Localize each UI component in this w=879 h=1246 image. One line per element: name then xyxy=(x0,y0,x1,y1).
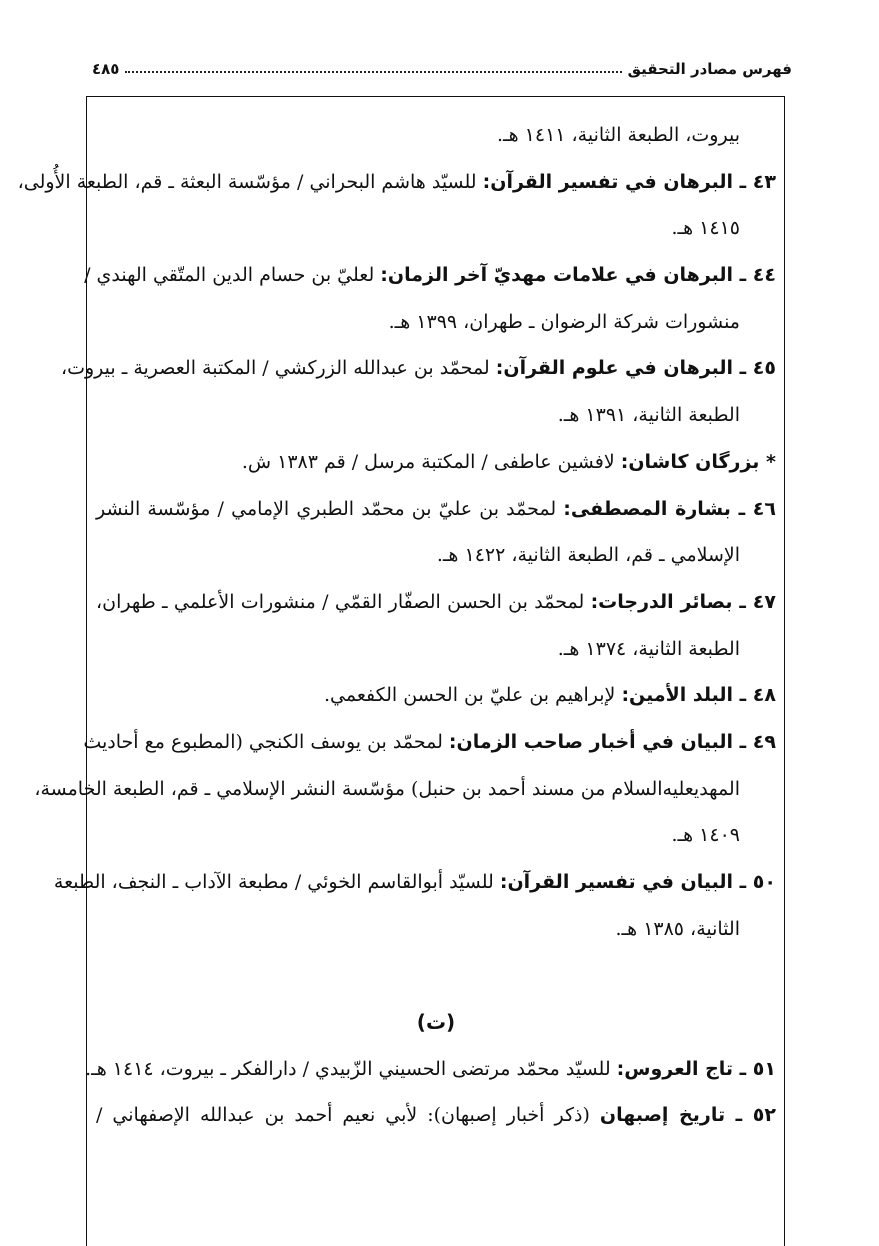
entry-text: للسيّد محمّد مرتضى الحسيني الزّبيدي / دارالفكر ـ بيروت، ١٤١٤ هـ. xyxy=(85,1057,617,1080)
entry-line xyxy=(96,486,776,533)
entry-continuation-line xyxy=(96,205,776,252)
entry-text: لعليّ بن حسام الدين المتّقي الهندي / xyxy=(84,264,381,287)
entry-title: ٤٥ ـ البرهان في علوم القرآن: xyxy=(495,357,776,380)
entry-text: بيروت، الطبعة الثانية، ١٤١١ هـ. xyxy=(497,124,740,146)
entry-text: للسيّد هاشم البحراني / مؤسّسة البعثة ـ قم، الطبعة الأُولى، xyxy=(17,170,483,193)
entry-title: ٥٠ ـ البيان في تفسير القرآن: xyxy=(499,871,776,893)
entry-text: الطبعة الثانية، ١٣٩١ هـ. xyxy=(557,404,740,427)
entry-text: (ذكر أخبار إصبهان): لأبي نعيم أحمد بن عبدالله الإصفهاني / xyxy=(96,1104,600,1127)
entry-continuation-line xyxy=(96,392,776,439)
entry-line xyxy=(17,159,776,206)
entry-text: الثانية، ١٣٨٥ هـ. xyxy=(615,917,740,940)
entry-text: للسيّد أبوالقاسم الخوئي / مطبعة الآداب ـ النجف، الطبعة xyxy=(53,871,500,893)
entry-continuation-line xyxy=(34,766,776,813)
entry-title: ٤٤ ـ البرهان في علامات مهديّ آخر الزمان: xyxy=(380,264,776,287)
entry-line xyxy=(96,579,776,626)
page-number: ٤٨٥ xyxy=(92,60,120,78)
entry-title: ٤٦ ـ بشارة المصطفى: xyxy=(563,497,776,520)
entry-line xyxy=(83,719,776,766)
entry-text: لمحمّد بن عبدالله الزركشي / المكتبة العصرية ـ بيروت، xyxy=(60,357,496,380)
entry-title: ٥١ ـ تاج العروس: xyxy=(616,1057,776,1080)
entry-text: الإسلامي ـ قم، الطبعة الثانية، ١٤٢٢ هـ. xyxy=(436,544,740,567)
entry-line xyxy=(96,1092,776,1139)
entry-text: ١٤١٥ هـ. xyxy=(671,217,740,240)
entry-continuation-line xyxy=(96,112,776,159)
entry-text: ١٤٠٩ هـ. xyxy=(671,824,740,847)
entry-continuation-line xyxy=(96,299,776,346)
entry-line xyxy=(84,252,776,299)
entry-line xyxy=(60,345,776,392)
bibliography-list xyxy=(17,112,776,1139)
entry-line xyxy=(85,1046,776,1093)
entry-text: لمحمّد بن يوسف الكنجي (المطبوع مع أحاديث xyxy=(83,730,449,753)
dotted-leader xyxy=(125,71,621,73)
entry-text: لإبراهيم بن عليّ بن الحسن الكفعمي. xyxy=(324,684,622,707)
entry-text: الطبعة الثانية، ١٣٧٤ هـ. xyxy=(557,637,740,660)
entry-title: ٤٩ ـ البيان في أخبار صاحب الزمان: xyxy=(448,730,776,753)
entry-line xyxy=(53,859,776,906)
entry-continuation-line xyxy=(96,532,776,579)
entry-text: لافشين عاطفى / المكتبة مرسل / قم ١٣٨٣ ش. xyxy=(241,450,621,473)
entry-continuation-line xyxy=(96,906,776,953)
entry-title: ٤٨ ـ البلد الأمين: xyxy=(621,684,776,707)
entry-line xyxy=(96,672,776,719)
entry-continuation-line xyxy=(96,812,776,859)
entry-text: منشورات شركة الرضوان ـ طهران، ١٣٩٩ هـ. xyxy=(388,310,740,333)
entry-title: ٤٧ ـ بصائر الدرجات: xyxy=(590,590,776,613)
section-heading: (ت) xyxy=(416,1010,456,1035)
entry-continuation-line xyxy=(96,626,776,673)
entry-text: لمحمّد بن الحسن الصفّار القمّي / منشورات الأعلمي ـ طهران، xyxy=(96,590,591,613)
section-gap xyxy=(96,952,776,999)
entry-title: ٤٣ ـ البرهان في تفسير القرآن: xyxy=(482,170,776,193)
entry-text: لمحمّد بن عليّ بن محمّد الطبري الإمامي / مؤسّسة النشر xyxy=(96,497,564,520)
entry-title: * بزرگان كاشان: xyxy=(620,450,776,473)
entry-text: المهديعليه‌السلام من مسند أحمد بن حنبل) مؤسّسة النشر الإسلامي ـ قم، الطبعة الخامسة، xyxy=(34,777,740,800)
running-title: فهرس مصادر التحقيق xyxy=(627,60,792,78)
entry-line xyxy=(96,439,776,486)
page-header xyxy=(92,52,792,78)
entry-title: ٥٢ ـ تاريخ إصبهان xyxy=(599,1104,776,1127)
